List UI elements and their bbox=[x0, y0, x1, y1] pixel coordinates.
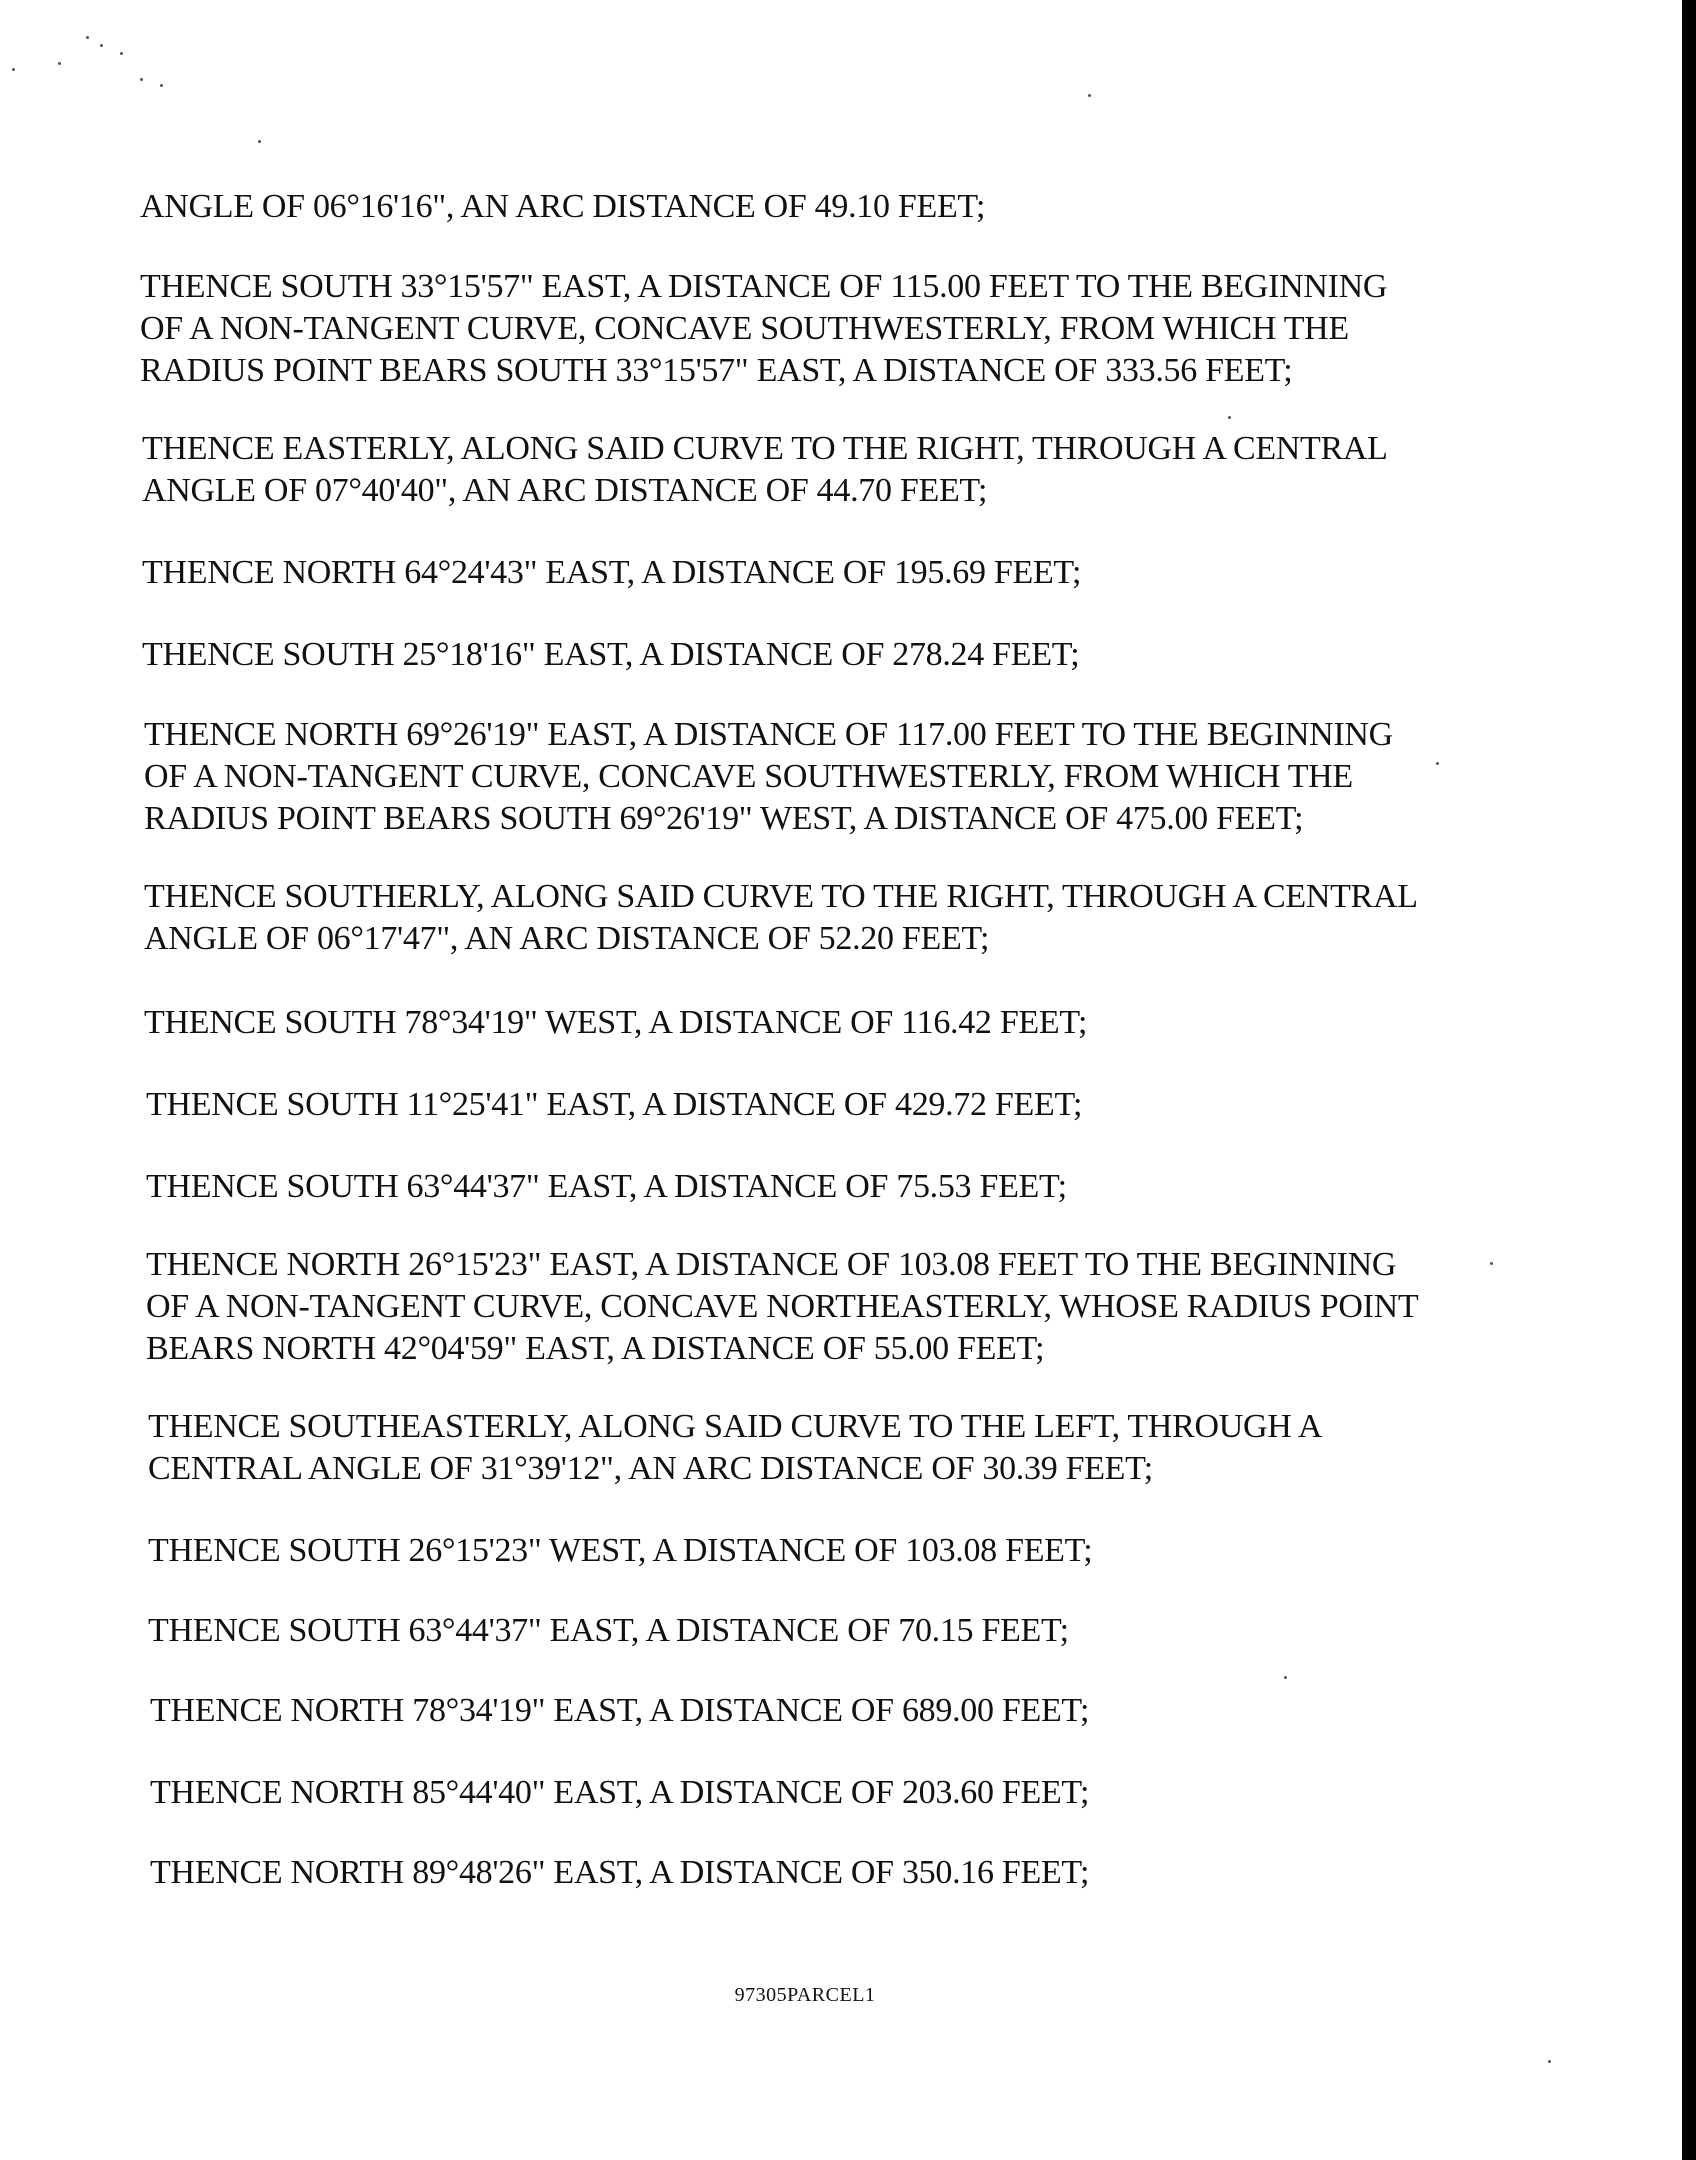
scan-speck bbox=[1548, 2060, 1551, 2063]
legal-description-paragraph: THENCE SOUTH 63°44'37" EAST, A DISTANCE OF 70.15 FEET; bbox=[148, 1612, 1069, 1649]
scan-speck bbox=[140, 78, 143, 81]
legal-description-paragraph: THENCE SOUTH 33°15'57" EAST, A DISTANCE OF 115.00 FEET TO THE BEGINNING OF A NON-TANGENT CURVE, CONCAVE SOUTHWESTERLY, FROM WHICH THE RADIUS POINT BEARS SOUTH 33°15'57" EAST, A DISTANCE OF 333.56 FEET; bbox=[140, 268, 1388, 389]
legal-description-paragraph: THENCE NORTH 69°26'19" EAST, A DISTANCE OF 117.00 FEET TO THE BEGINNING OF A NON-TANGENT CURVE, CONCAVE SOUTHWESTERLY, FROM WHICH THE RADIUS POINT BEARS SOUTH 69°26'19" WEST, A DISTANCE OF 475.00 FEET; bbox=[144, 716, 1393, 837]
legal-description-paragraph: THENCE NORTH 78°34'19" EAST, A DISTANCE OF 689.00 FEET; bbox=[150, 1692, 1090, 1729]
legal-description-paragraph: THENCE NORTH 89°48'26" EAST, A DISTANCE OF 350.16 FEET; bbox=[150, 1854, 1090, 1891]
scan-speck bbox=[160, 84, 163, 87]
scan-speck bbox=[120, 52, 123, 55]
scan-edge-shadow bbox=[1682, 0, 1696, 2160]
legal-description-paragraph: THENCE SOUTH 26°15'23" WEST, A DISTANCE OF 103.08 FEET; bbox=[148, 1532, 1093, 1569]
legal-description-paragraph: THENCE SOUTH 25°18'16" EAST, A DISTANCE OF 278.24 FEET; bbox=[142, 636, 1080, 673]
legal-description-paragraph: THENCE EASTERLY, ALONG SAID CURVE TO THE RIGHT, THROUGH A CENTRAL ANGLE OF 07°40'40", AN ARC DISTANCE OF 44.70 FEET; bbox=[142, 430, 1388, 509]
legal-description-paragraph: THENCE NORTH 64°24'43" EAST, A DISTANCE OF 195.69 FEET; bbox=[142, 554, 1082, 591]
scan-speck bbox=[12, 68, 15, 71]
scan-speck bbox=[1284, 1676, 1287, 1679]
document-footer-id: 97305PARCEL1 bbox=[734, 1984, 876, 2006]
legal-description-paragraph: ANGLE OF 06°16'16", AN ARC DISTANCE OF 49.10 FEET; bbox=[140, 188, 986, 225]
legal-description-paragraph: THENCE SOUTH 11°25'41" EAST, A DISTANCE OF 429.72 FEET; bbox=[146, 1086, 1083, 1123]
scan-speck bbox=[1436, 762, 1439, 765]
legal-description-paragraph: THENCE NORTH 26°15'23" EAST, A DISTANCE OF 103.08 FEET TO THE BEGINNING OF A NON-TANGENT CURVE, CONCAVE NORTHEASTERLY, WHOSE RADIUS POINT BEARS NORTH 42°04'59" EAST, A DISTANCE OF 55.00 FEET; bbox=[146, 1246, 1419, 1367]
scan-speck bbox=[100, 44, 103, 47]
scan-speck bbox=[1228, 416, 1231, 419]
scan-speck bbox=[1088, 94, 1091, 97]
scan-speck bbox=[86, 36, 89, 39]
legal-description-paragraph: THENCE SOUTH 78°34'19" WEST, A DISTANCE OF 116.42 FEET; bbox=[144, 1004, 1088, 1041]
legal-description-paragraph: THENCE SOUTHEASTERLY, ALONG SAID CURVE TO THE LEFT, THROUGH A CENTRAL ANGLE OF 31°39'12", AN ARC DISTANCE OF 30.39 FEET; bbox=[148, 1408, 1323, 1487]
scan-speck bbox=[258, 140, 261, 143]
legal-description-paragraph: THENCE SOUTHERLY, ALONG SAID CURVE TO THE RIGHT, THROUGH A CENTRAL ANGLE OF 06°17'47", AN ARC DISTANCE OF 52.20 FEET; bbox=[144, 878, 1418, 957]
legal-description-paragraph: THENCE NORTH 85°44'40" EAST, A DISTANCE OF 203.60 FEET; bbox=[150, 1774, 1090, 1811]
legal-description-paragraph: THENCE SOUTH 63°44'37" EAST, A DISTANCE OF 75.53 FEET; bbox=[146, 1168, 1067, 1205]
scan-speck bbox=[1490, 1262, 1493, 1265]
scan-speck bbox=[58, 62, 61, 65]
